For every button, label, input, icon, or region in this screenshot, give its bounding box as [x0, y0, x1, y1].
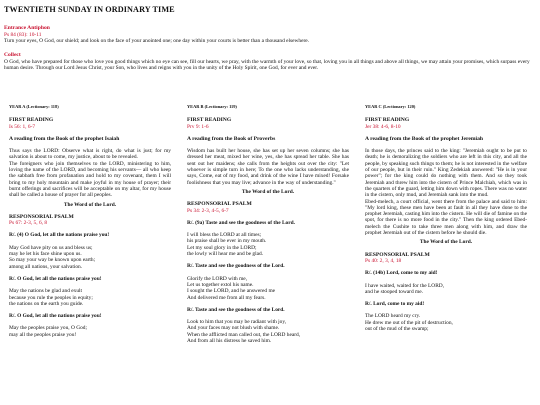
psalm-stanza	[9, 325, 171, 338]
psalm-line: may all the peoples praise you!	[9, 331, 77, 338]
year-header	[365, 104, 527, 110]
psalm-label: RESPONSORIAL PSALM	[365, 251, 430, 258]
psalm-line: I have waited, waited for the LORD,	[365, 282, 445, 289]
psalm-line: the nations on the earth you guide.	[9, 300, 84, 307]
year-header	[9, 104, 171, 110]
collect	[4, 52, 536, 72]
psalm-response: R/. (9a) Taste and see the goodness of the Lord.	[187, 219, 295, 226]
psalm-response: R/. O God, let all the nations praise you!	[9, 313, 102, 320]
lectionary-number: (Lectionary: 119)	[204, 104, 237, 109]
psalm-line: and he stooped toward me.	[365, 288, 423, 295]
psalm-ref: Ps 34: 2-3, 4-5, 6-7	[187, 207, 229, 214]
page-title: TWENTIETH SUNDAY IN ORDINARY TIME	[4, 5, 175, 14]
psalm-line: The LORD heard my cry.	[365, 313, 421, 320]
psalm-response: R/. (4) O God, let all the nations praise you!	[9, 232, 110, 239]
psalm-line: Let my soul glory in the LORD;	[187, 244, 257, 251]
lectionary-number: (Lectionary: 120)	[382, 104, 416, 109]
psalm-line: And delivered me from all my fears.	[187, 294, 266, 301]
psalm-ref: Ps 67: 2-3, 5, 6, 8	[9, 220, 48, 227]
collect-text: O God, who have prepared for those who love you good things which no eye can see, fill our hearts, we pray, with the warmth of your love, so that, loving you in all things and above all things, we may attain your promises, which surpass every human desire. Through our Lord Jesus Christ, your Son, who lives and reigns with you in the unity of the Holy Spirit, one God, for ever and ever.	[4, 58, 530, 71]
reading-intro: A reading from the Book of the prophet Isaiah	[9, 135, 120, 142]
reading-intro: A reading from the Book of the prophet Jeremiah	[365, 135, 483, 142]
psalm-response: R/. Lord, come to my aid!	[365, 301, 425, 308]
year-label: YEAR B	[187, 104, 204, 109]
first-reading-ref: Is 56: 1, 6-7	[9, 123, 36, 130]
reading-paragraph: The foreigners who join themselves to the LORD, ministering to him, loving the name of the LORD, and becoming his servants— all who keep the sabbath free from profanation and hold to my covenant, them I will bring to my holy mountain and make joyful in my house of prayer; their burnt offerings and sacrifices will be acceptable on my altar, for my house shall be called a house of prayer for all peoples.	[9, 160, 171, 199]
psalm-line: He drew me out of the pit of destruction,	[365, 319, 453, 326]
psalm-line: And from all his distress he saved him.	[187, 338, 272, 345]
psalm-response: R/. O God, let all the nations praise you!	[9, 275, 102, 282]
year-b-column	[187, 104, 349, 350]
reading-paragraph: Wisdom has built her house, she has set up her seven columns; she has dressed her meat, mixed her wine, yes, she has spread her table. She has sent out her maidens; she calls from the heights out over the city: "Let whoever is simple turn in here; To the one who lacks understanding, she says, Come, eat of my food, and drink of the wine I have mixed! Forsake foolishness that you may live; advance in the way of understanding."	[187, 148, 349, 186]
reading-paragraph: In those days, the princes said to the king: "Jeremiah ought to be put to death; he is demoralizing the soldiers who are left in this city, and all the people, by speaking such things to them; he is not interested in the welfare of our people, but in their ruin." King Zedekiah answered: "He is in your power"; for the king could do nothing with them. And so they took Jeremiah and threw him into the cistern of Prince Malchiah, which was in the quarters of the guard, letting him down with ropes. There was no water in the cistern, only mud, and Jeremiah sank into the mud.	[365, 148, 527, 199]
first-reading-label: FIRST READING	[9, 117, 54, 124]
word-of-the-lord: The Word of the Lord.	[241, 188, 295, 195]
psalm-line: When the afflicted man called out, the LORD heard,	[187, 331, 301, 338]
psalm-line: among all nations, your salvation.	[9, 263, 83, 270]
first-reading-label: FIRST READING	[365, 117, 410, 124]
psalm-line: I sought the LORD, and he answered me	[187, 288, 276, 295]
psalm-line: the lowly will hear me and be glad.	[187, 251, 264, 258]
reading-paragraph: Ebed-melech, a court official, went there from the palace and said to him: "My lord king, these men have been at fault in all they have done to the prophet Jeremiah, casting him into the cistern. He will die of famine on the spot, for there is no more food in the city." Then the king ordered Ebed-melech the Cushite to take three men along with him, and draw the prophet Jeremiah out of the cistern before he should die.	[365, 198, 527, 237]
entrance-antiphon	[4, 25, 536, 45]
first-reading-ref: Prv 9: 1-6	[187, 123, 209, 130]
psalm-stanza	[9, 245, 171, 270]
psalm-line: And your faces may not blush with shame.	[187, 325, 280, 332]
word-of-the-lord: The Word of the Lord.	[63, 201, 117, 208]
collect-heading: Collect	[4, 52, 21, 58]
entrance-antiphon-ref: Ps 84 (83): 10-11	[4, 31, 42, 38]
year-label: YEAR A	[9, 104, 26, 109]
psalm-response: R/. (14b) Lord, come to my aid!	[365, 270, 438, 277]
psalm-line: Glorify the LORD with me,	[187, 275, 248, 282]
psalm-stanza	[365, 283, 527, 296]
psalm-line: May God have pity on us and bless us;	[9, 244, 93, 251]
year-label: YEAR C	[365, 104, 382, 109]
psalm-stanza	[187, 319, 349, 344]
lectionary-number: (Lectionary: 118)	[26, 104, 59, 109]
year-a-column	[9, 104, 171, 344]
psalm-label: RESPONSORIAL PSALM	[187, 201, 252, 208]
psalm-line: out of the mud of the swamp;	[365, 326, 429, 333]
first-reading-ref: Jer 38: 4-6, 8-10	[365, 123, 401, 130]
entrance-antiphon-heading: Entrance Antiphon	[4, 25, 50, 31]
psalm-line: because you rule the peoples in equity;	[9, 294, 93, 301]
psalm-line: I will bless the LORD at all times;	[187, 232, 262, 239]
first-reading-label: FIRST READING	[187, 117, 232, 124]
psalm-ref: Ps 40: 2, 3, 4, 18	[365, 257, 402, 264]
psalm-label: RESPONSORIAL PSALM	[9, 213, 74, 220]
psalm-stanza	[9, 288, 171, 307]
psalm-line: May the nations be glad and exult	[9, 288, 83, 295]
psalm-stanza	[365, 313, 527, 332]
year-header	[187, 104, 349, 110]
entrance-antiphon-text: Turn your eyes, O God, our shield; and look on the face of your anointed one; one day within your courts is better than a thousand elsewhere.	[4, 38, 310, 44]
word-of-the-lord: The Word of the Lord.	[419, 239, 473, 246]
psalm-line: may he let his face shine upon us.	[9, 251, 82, 258]
reading-paragraph: Thus says the LORD: Observe what is right, do what is just; for my salvation is about to come, my justice, about to be revealed.	[9, 148, 171, 161]
psalm-stanza	[187, 232, 349, 257]
psalm-response: R/. Taste and see the goodness of the Lord.	[187, 306, 285, 313]
psalm-response: R/. Taste and see the goodness of the Lord.	[187, 263, 285, 270]
psalm-line: Let us together extol his name.	[187, 281, 254, 288]
psalm-stanza	[187, 276, 349, 301]
psalm-line: his praise shall be ever in my mouth.	[187, 238, 267, 245]
psalm-line: May the peoples praise you, O God;	[9, 325, 87, 332]
psalm-line: So may your way be known upon earth;	[9, 257, 96, 264]
psalm-line: Look to him that you may be radiant with joy,	[187, 319, 287, 326]
year-c-column	[365, 104, 527, 338]
reading-intro: A reading from the Book of Proverbs	[187, 135, 276, 142]
